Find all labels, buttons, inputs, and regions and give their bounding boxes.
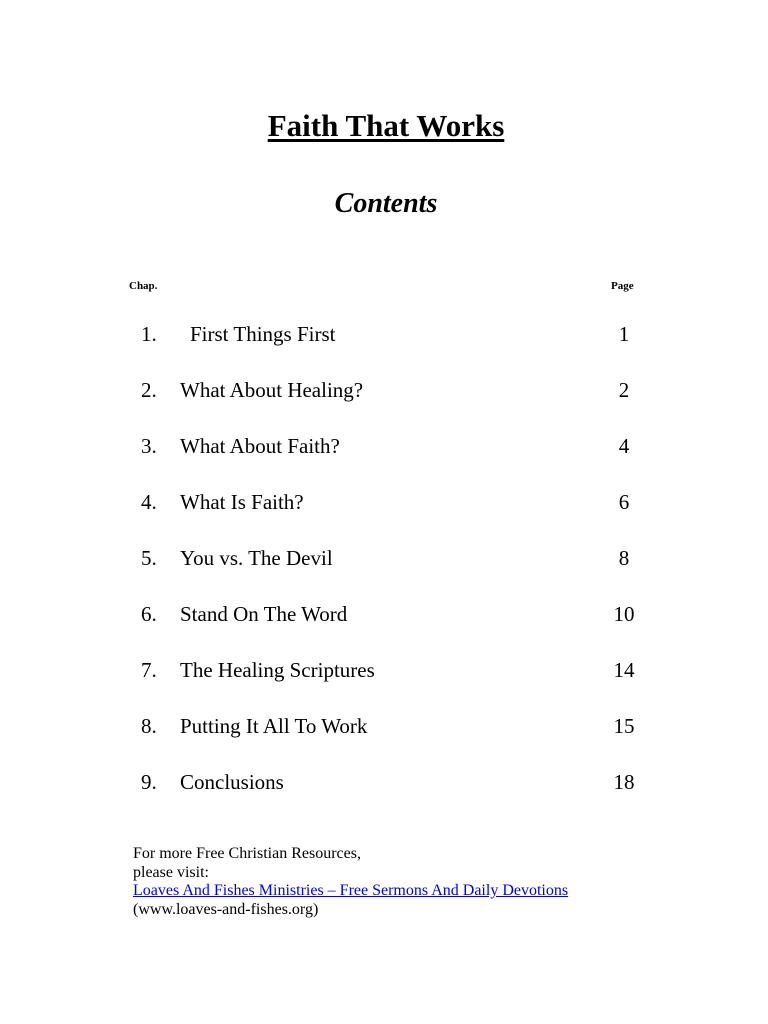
chapter-number: 6. bbox=[141, 602, 157, 626]
page-number: 4 bbox=[618, 434, 630, 458]
chapter-title: What Is Faith? bbox=[180, 490, 304, 514]
page-number: 14 bbox=[613, 658, 635, 682]
chapter-number: 9. bbox=[141, 770, 157, 794]
toc-entry bbox=[0, 658, 768, 714]
page-number: 1 bbox=[618, 322, 630, 346]
toc-entry bbox=[0, 378, 768, 434]
chapter-number: 8. bbox=[141, 714, 157, 738]
chapter-column-header: Chap. bbox=[129, 280, 158, 292]
chapter-title: Putting It All To Work bbox=[180, 714, 368, 738]
toc-entry bbox=[0, 770, 768, 826]
document-title: Faith That Works bbox=[267, 108, 505, 143]
footer-note bbox=[133, 845, 568, 919]
chapter-title: You vs. The Devil bbox=[180, 546, 333, 570]
toc-entry bbox=[0, 490, 768, 546]
chapter-number: 5. bbox=[141, 546, 157, 570]
chapter-title: What About Healing? bbox=[180, 378, 364, 402]
chapter-number: 3. bbox=[141, 434, 157, 458]
toc-entry bbox=[0, 546, 768, 602]
chapter-title: Conclusions bbox=[180, 770, 284, 794]
chapter-number: 2. bbox=[141, 378, 157, 402]
page-number: 10 bbox=[613, 602, 635, 626]
toc-entry bbox=[0, 322, 768, 378]
chapter-number: 7. bbox=[141, 658, 157, 682]
page-column-header: Page bbox=[611, 280, 634, 292]
chapter-title: First Things First bbox=[190, 322, 336, 346]
chapter-title: What About Faith? bbox=[180, 434, 340, 458]
page-number: 15 bbox=[613, 714, 635, 738]
chapter-title: The Healing Scriptures bbox=[180, 658, 375, 682]
chapter-title: Stand On The Word bbox=[180, 602, 348, 626]
page-number: 18 bbox=[613, 770, 635, 794]
footer-line-resources: For more Free Christian Resources, bbox=[133, 845, 361, 862]
contents-heading: Contents bbox=[334, 188, 438, 219]
table-of-contents bbox=[0, 322, 768, 826]
ministries-link[interactable]: Loaves And Fishes Ministries – Free Sermons And Daily Devotions bbox=[133, 882, 569, 899]
page-number: 6 bbox=[618, 490, 630, 514]
footer-line-visit: please visit: bbox=[133, 863, 209, 881]
toc-entry bbox=[0, 434, 768, 490]
page-number: 8 bbox=[618, 546, 630, 570]
chapter-number: 1. bbox=[141, 322, 157, 346]
page-number: 2 bbox=[618, 378, 630, 402]
toc-entry bbox=[0, 602, 768, 658]
toc-entry bbox=[0, 714, 768, 770]
footer-url-text: (www.loaves-and-fishes.org) bbox=[133, 900, 319, 918]
chapter-number: 4. bbox=[141, 490, 157, 514]
